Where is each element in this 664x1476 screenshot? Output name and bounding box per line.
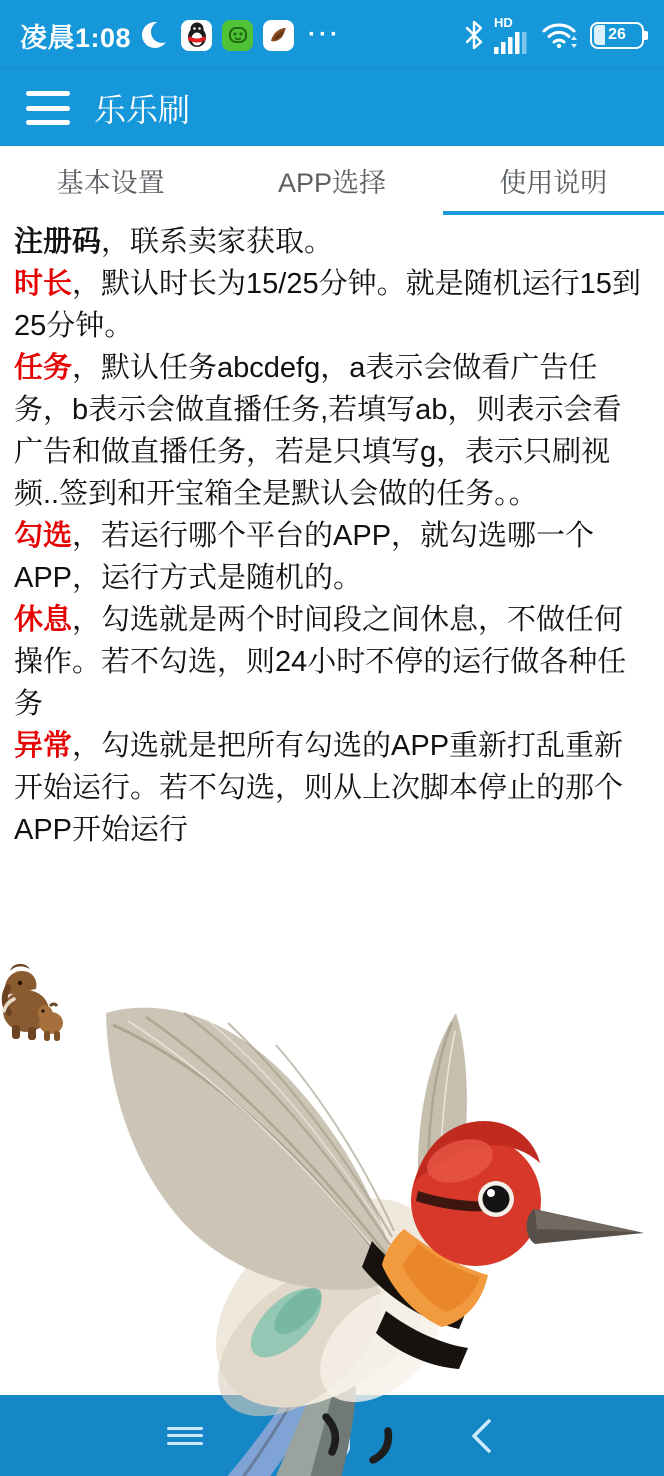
green-face-app-icon: [222, 20, 253, 51]
qq-app-icon: [181, 20, 212, 51]
moon-icon: [141, 19, 171, 51]
tab-app-select[interactable]: APP选择: [277, 168, 386, 198]
instruction-paragraph: 注册码，联系卖家获取。: [14, 226, 334, 258]
more-icon: ···: [308, 21, 342, 48]
mammoth-sticker-image: [0, 959, 64, 1047]
signal-icon: [494, 16, 530, 54]
instruction-paragraph: 异常，勾选就是把所有勾选的APP重新打乱重新开始运行。若不勾选，则从上次脚本停止的那个APP开始运行: [14, 730, 624, 846]
instructions-text: [0, 215, 664, 851]
instruction-paragraph: 休息，勾选就是两个时间段之间休息，不做任何操作。若不勾选，则24小时不停的运行做各种任务: [14, 604, 627, 720]
tab-basic-settings[interactable]: 基本设置: [56, 168, 165, 198]
app-header: [0, 70, 664, 146]
status-bar: [0, 0, 664, 70]
instruction-paragraph: 勾选，若运行哪个平台的APP，就勾选哪一个APP，运行方式是随机的。: [14, 520, 595, 594]
instruction-paragraph: 任务，默认任务abcdefg，a表示会做看广告任务，b表示会做直播任务,若填写ab，则表示会看广告和做直播任务，若是只填写g，表示只刷视频..签到和开宝箱全是默认会做的任务。。: [14, 352, 622, 510]
clock-time: 凌晨1:08: [20, 22, 132, 53]
tab-bar: [0, 146, 664, 215]
battery-percent: 26: [608, 26, 626, 43]
menu-icon[interactable]: [26, 91, 70, 125]
tab-usage-instructions[interactable]: 使用说明: [443, 146, 664, 215]
bluetooth-icon: [464, 20, 484, 50]
bird-app-icon: [263, 20, 294, 51]
wifi-icon: [540, 20, 580, 50]
content-area: [0, 215, 664, 1395]
hd-badge: HD: [494, 15, 513, 30]
app-title: 乐乐刷: [94, 92, 191, 128]
hummingbird-image: [88, 993, 648, 1476]
instruction-paragraph: 时长，默认时长为15/25分钟。就是随机运行15到25分钟。: [14, 268, 641, 342]
battery-icon: [590, 22, 644, 49]
